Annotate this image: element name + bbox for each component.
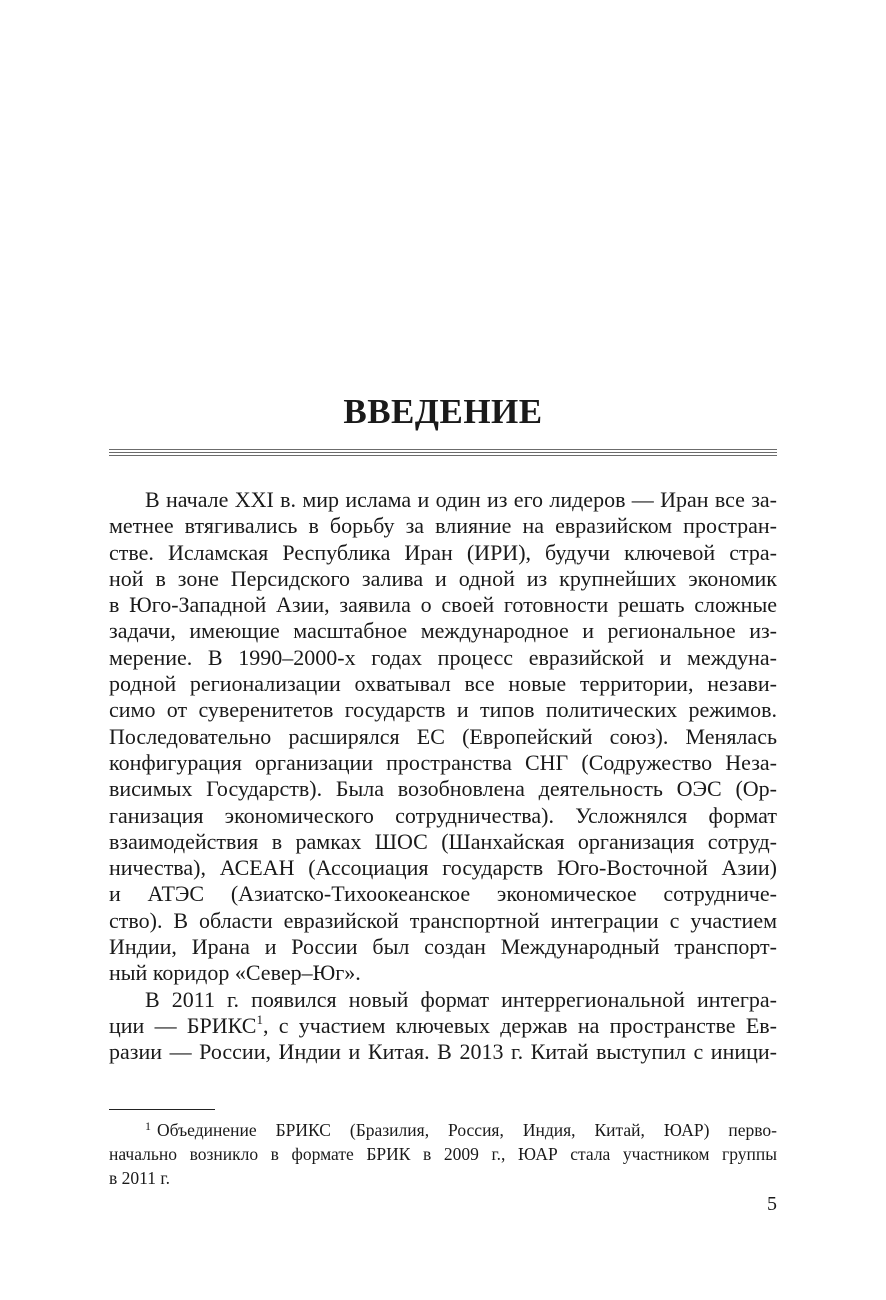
text-line: конфигурация организации пространства СНГ (Содружество Неза-	[109, 749, 777, 775]
text-line: ной в зоне Персидского залива и одной из крупнейших экономик	[109, 565, 777, 591]
text-fragment: , с участием ключевых держав на пространстве Ев-	[262, 1012, 777, 1038]
text-line: ство). В области евразийской транспортной интеграции с участием	[109, 907, 777, 933]
paragraph-1	[109, 487, 777, 987]
text-line: ганизация экономического сотрудничества). Усложнялся формат	[109, 802, 777, 828]
footnote	[109, 1118, 777, 1190]
text-line: Индии, Ирана и России был создан Международный транспорт-	[109, 934, 777, 960]
text-line: взаимодействия в рамках ШОС (Шанхайская организация сотруд-	[109, 828, 777, 854]
footnote-line	[109, 1118, 777, 1142]
text-line: ничества), АСЕАН (Ассоциация государств Юго-Восточной Азии)	[109, 855, 777, 881]
text-line: висимых Государств). Была возобновлена деятельность ОЭС (Ор-	[109, 776, 777, 802]
footnote-reference[interactable]: 1	[256, 1011, 263, 1027]
text-line: В начале XXI в. мир ислама и один из его лидеров — Иран все за-	[145, 487, 777, 512]
text-line: стве. Исламская Республика Иран (ИРИ), будучи ключевой стра-	[109, 539, 777, 565]
text-line: мерение. В 1990–2000-х годах процесс евразийской и междуна-	[109, 644, 777, 670]
page-number: 5	[767, 1193, 777, 1215]
footnote-text: Объединение БРИКС (Бразилия, Россия, Индия, Китай, ЮАР) перво-	[157, 1120, 777, 1140]
text-line: родной регионализации охватывал все новые территории, незави-	[109, 671, 777, 697]
text-fragment: ции — БРИКС	[109, 1012, 257, 1038]
rule-line	[109, 455, 777, 456]
footnote-marker: 1	[145, 1119, 151, 1133]
text-line	[109, 1013, 777, 1039]
title-double-rule	[109, 449, 777, 458]
text-line: Последовательно расширялся ЕС (Европейский союз). Менялась	[109, 723, 777, 749]
text-line: и АТЭС (Азиатско-Тихоокеанское экономическое сотрудниче-	[109, 881, 777, 907]
text-line: ный коридор «Север–Юг».	[109, 960, 361, 986]
paragraph-2	[109, 987, 777, 1066]
footnote-separator	[109, 1109, 215, 1110]
chapter-title: ВВЕДЕНИЕ	[343, 392, 543, 431]
rule-line	[109, 452, 777, 453]
rule-line	[109, 449, 777, 450]
footnote-line: начально возникло в формате БРИК в 2009 г., ЮАР стала участником группы	[109, 1144, 777, 1164]
text-line: симо от суверенитетов государств и типов политических режимов.	[109, 697, 777, 723]
text-line: задачи, имеющие масштабное международное и региональное из-	[109, 618, 777, 644]
text-line: метнее втягивались в борьбу за влияние на евразийском простран-	[109, 513, 777, 539]
text-line: разии — России, Индии и Китая. В 2013 г. Китай выступил с иници-	[109, 1039, 777, 1065]
text-line: в Юго-Западной Азии, заявила о своей готовности решать сложные	[109, 592, 777, 618]
footnote-line: в 2011 г.	[109, 1168, 170, 1188]
body-text	[109, 487, 777, 1066]
text-line: В 2011 г. появился новый формат интеррегиональной интегра-	[145, 986, 777, 1012]
